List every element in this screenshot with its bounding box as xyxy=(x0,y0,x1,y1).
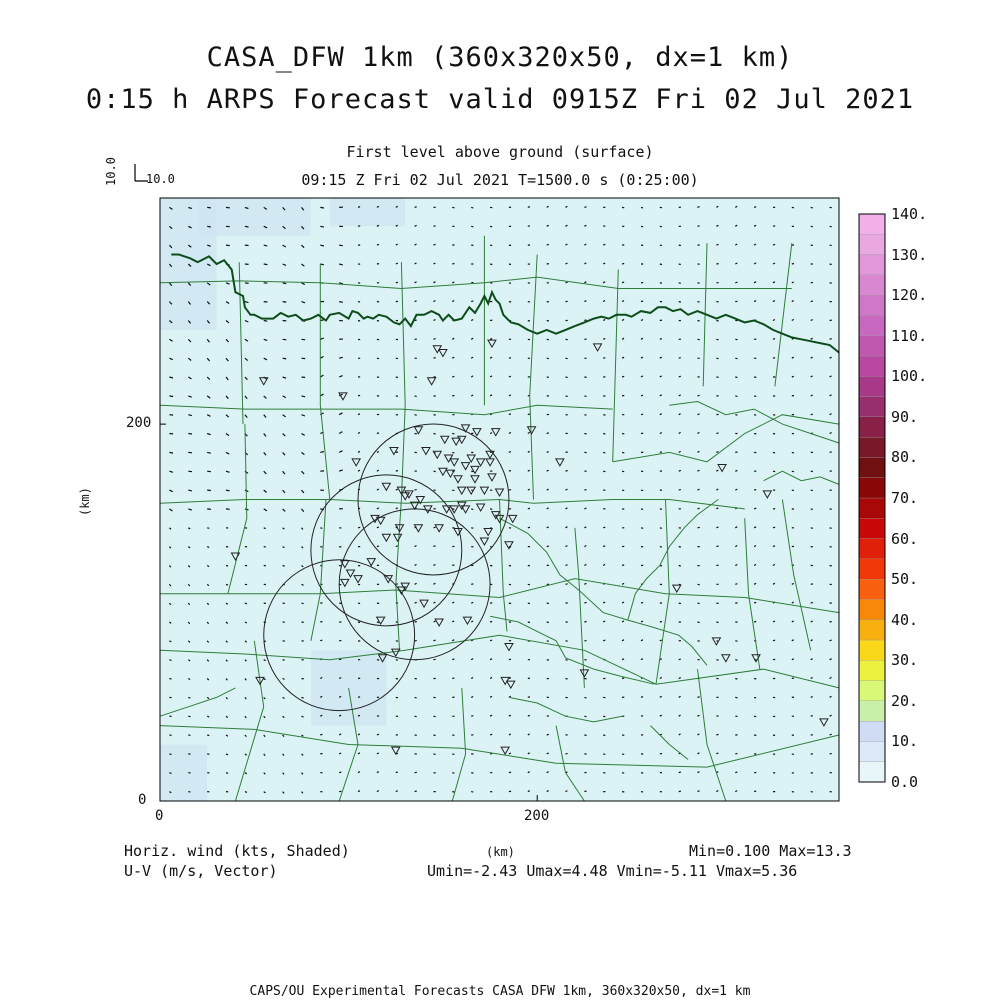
colorbar-label: 90. xyxy=(891,407,919,426)
colorbar-label: 100. xyxy=(891,367,928,386)
colorbar-segment xyxy=(859,579,885,599)
colorbar-segment xyxy=(859,660,885,680)
colorbar-segment xyxy=(859,376,885,396)
colorbar xyxy=(859,214,885,782)
colorbar-label: 110. xyxy=(891,326,928,345)
colorbar-label: 40. xyxy=(891,610,919,629)
min-max-readout: Min=0.100 Max=13.3 xyxy=(689,842,852,860)
y-axis-label: (km) xyxy=(78,487,92,516)
colorbar-segment xyxy=(859,559,885,579)
x-tick-label-0: 0 xyxy=(155,808,164,824)
colorbar-segment xyxy=(859,437,885,457)
colorbar-segment xyxy=(859,640,885,660)
colorbar-segment xyxy=(859,478,885,498)
credit-line: CAPS/OU Experimental Forecasts CASA DFW 1km, 360x320x50, dx=1 km xyxy=(249,984,751,999)
colorbar-segment xyxy=(859,721,885,741)
colorbar-segment xyxy=(859,255,885,275)
level-subtitle: First level above ground (surface) xyxy=(346,143,654,161)
colorbar-segment xyxy=(859,620,885,640)
vector-ref-vertical-label: 10.0 xyxy=(104,157,118,186)
x-axis-label: (km) xyxy=(486,845,515,859)
footer-vector-label: U-V (m/s, Vector) xyxy=(124,862,278,880)
colorbar-label: 0.0 xyxy=(891,773,919,791)
colorbar-segment xyxy=(859,539,885,559)
title-line-2: 0:15 h ARPS Forecast valid 0915Z Fri 02 Jul 2021 xyxy=(85,84,915,115)
shading-patch xyxy=(198,198,311,236)
colorbar-segment xyxy=(859,214,885,234)
colorbar-segment xyxy=(859,234,885,254)
colorbar-label: 50. xyxy=(891,570,919,589)
colorbar-segment xyxy=(859,417,885,437)
footer-shaded-label: Horiz. wind (kts, Shaded) xyxy=(124,842,350,860)
colorbar-segment xyxy=(859,498,885,518)
colorbar-label: 20. xyxy=(891,691,919,710)
colorbar-segment xyxy=(859,295,885,315)
time-subtitle: 09:15 Z Fri 02 Jul 2021 T=1500.0 s (0:25:00) xyxy=(301,171,699,189)
x-tick-label-200: 200 xyxy=(524,808,550,824)
colorbar-label: 140. xyxy=(891,205,928,223)
shading-patch xyxy=(330,198,405,226)
colorbar-segment xyxy=(859,599,885,619)
colorbar-segment xyxy=(859,681,885,701)
vector-ref-horizontal-label: 10.0 xyxy=(146,172,175,186)
title-line-1: CASA_DFW 1km (360x320x50, dx=1 km) xyxy=(206,42,794,73)
colorbar-segment xyxy=(859,701,885,721)
y-tick-label-0: 0 xyxy=(138,792,147,808)
uv-range-readout: Umin=-2.43 Umax=4.48 Vmin=-5.11 Vmax=5.36 xyxy=(427,862,798,880)
y-tick-label-200: 200 xyxy=(126,415,152,431)
shading-patch xyxy=(160,744,207,801)
colorbar-label: 130. xyxy=(891,245,928,264)
colorbar-segment xyxy=(859,336,885,356)
colorbar-label: 60. xyxy=(891,529,919,548)
colorbar-label: 70. xyxy=(891,489,919,507)
colorbar-segment xyxy=(859,356,885,376)
colorbar-label: 10. xyxy=(891,732,919,751)
colorbar-label: 30. xyxy=(891,651,919,670)
colorbar-segment xyxy=(859,315,885,335)
colorbar-segment xyxy=(859,741,885,761)
colorbar-label: 80. xyxy=(891,448,919,467)
colorbar-segment xyxy=(859,457,885,477)
colorbar-segment xyxy=(859,518,885,538)
colorbar-segment xyxy=(859,275,885,295)
colorbar-label: 120. xyxy=(891,286,928,305)
colorbar-segment xyxy=(859,762,885,782)
colorbar-segment xyxy=(859,397,885,417)
